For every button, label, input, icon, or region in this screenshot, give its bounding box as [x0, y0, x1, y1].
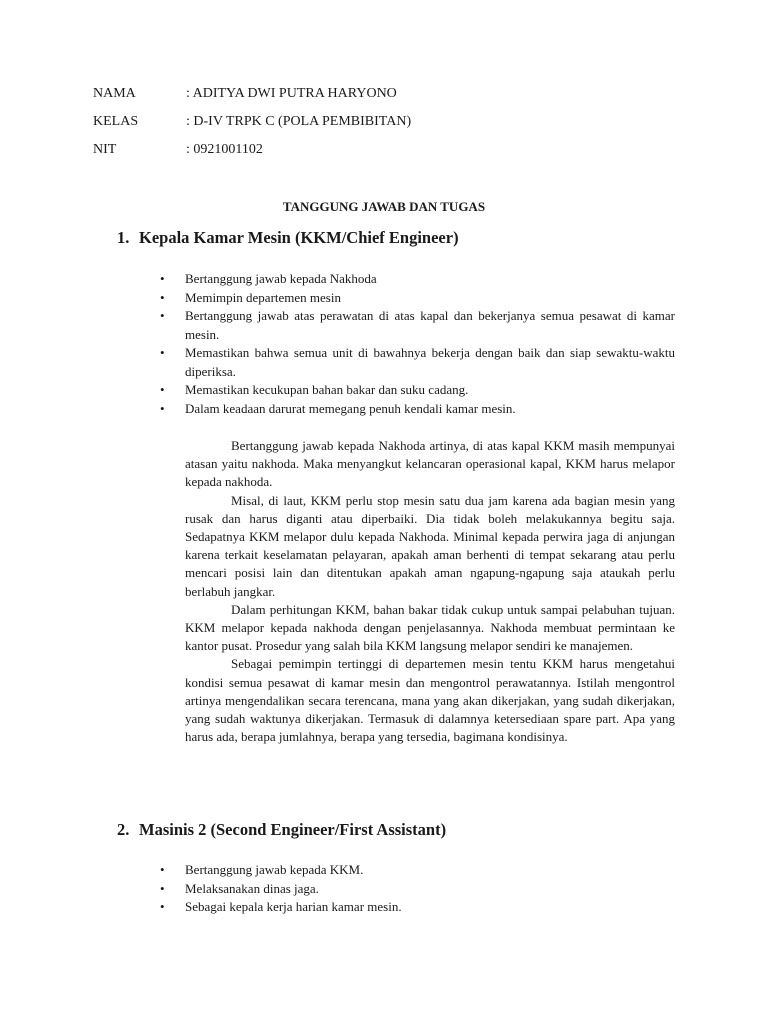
document-title: TANGGUNG JAWAB DAN TUGAS: [282, 199, 486, 214]
student-info: [93, 86, 411, 170]
list-item: • Dalam keadaan darurat memegang penuh kendali kamar mesin.: [160, 400, 675, 419]
section-1-heading: [117, 228, 459, 248]
section-number: 2.: [117, 820, 130, 839]
info-label: KELAS: [93, 114, 139, 129]
info-label: NIT: [93, 142, 117, 157]
section-1-bullet-list: [160, 270, 675, 418]
list-item: • Bertanggung jawab kepada Nakhoda: [160, 270, 675, 289]
info-row-kelas: [93, 114, 411, 142]
section-number: 1.: [117, 228, 130, 247]
list-item: • Melaksanakan dinas jaga.: [160, 880, 675, 899]
section-1-explanation: [185, 437, 675, 746]
info-row-nama: [93, 86, 411, 114]
list-item: • Bertanggung jawab atas perawatan di atas kapal dan bekerjanya semua pesawat di kamar mesin.: [160, 307, 675, 344]
section-2-heading: [117, 820, 446, 840]
list-item: • Memimpin departemen mesin: [160, 289, 675, 308]
info-value: : D-IV TRPK C (POLA PEMBIBITAN): [186, 114, 412, 129]
paragraph: Misal, di laut, KKM perlu stop mesin satu dua jam karena ada bagian mesin yang rusak dan harus diganti atau diperbaiki. Dia tidak boleh melakukannya begitu saja. Sedapatnya KKM melapor dulu kepada Nakhoda. Minimal kepada perwira jaga di anjungan karena terkait keselamatan pelayaran, apakah aman berhenti di tempat sekarang atau perlu mencari posisi lain dan ditentukan apakah aman ngapung-ngapung saja ataukah perlu berlabuh jangkar.: [185, 492, 675, 599]
info-value: : ADITYA DWI PUTRA HARYONO: [186, 86, 397, 101]
info-label: NAMA: [93, 86, 136, 101]
list-item: • Memastikan bahwa semua unit di bawahnya bekerja dengan baik dan siap sewaktu-waktu diperiksa.: [160, 344, 675, 381]
list-item: • Sebagai kepala kerja harian kamar mesin.: [160, 898, 675, 917]
info-row-nit: [93, 142, 411, 170]
paragraph: Sebagai pemimpin tertinggi di departemen mesin tentu KKM harus mengetahui kondisi semua pesawat di kamar mesin dan mengontrol perawatannya. Istilah mengontrol artinya mengendalikan secara terencana, mana yang akan dikerjakan, yang sudah dikerjakan, yang sudah waktunya dikerjakan. Termasuk di dalamnya ketersediaan spare part. Apa yang harus ada, berapa jumlahnya, berapa yang tersedia, bagimana kondisinya.: [185, 656, 675, 745]
info-value: : 0921001102: [186, 142, 263, 157]
section-2-bullet-list: [160, 861, 675, 917]
list-item: • Memastikan kecukupan bahan bakar dan suku cadang.: [160, 381, 675, 400]
paragraph: Dalam perhitungan KKM, bahan bakar tidak cukup untuk sampai pelabuhan tujuan. KKM melapor kepada nakhoda dengan penjelasannya. Nakhoda membuat permintaan ke kantor pusat. Prosedur yang salah bila KKM langsung melapor sendiri ke manajemen.: [185, 601, 675, 654]
list-item: • Bertanggung jawab kepada KKM.: [160, 861, 675, 880]
section-title: Kepala Kamar Mesin (KKM/Chief Engineer): [139, 228, 459, 247]
paragraph: Bertanggung jawab kepada Nakhoda artinya, di atas kapal KKM masih mempunyai atasan yaitu nakhoda. Maka menyangkut kelancaran operasional kapal, KKM harus melapor kepada nakhoda.: [185, 438, 675, 490]
section-title: Masinis 2 (Second Engineer/First Assistant): [139, 820, 447, 839]
